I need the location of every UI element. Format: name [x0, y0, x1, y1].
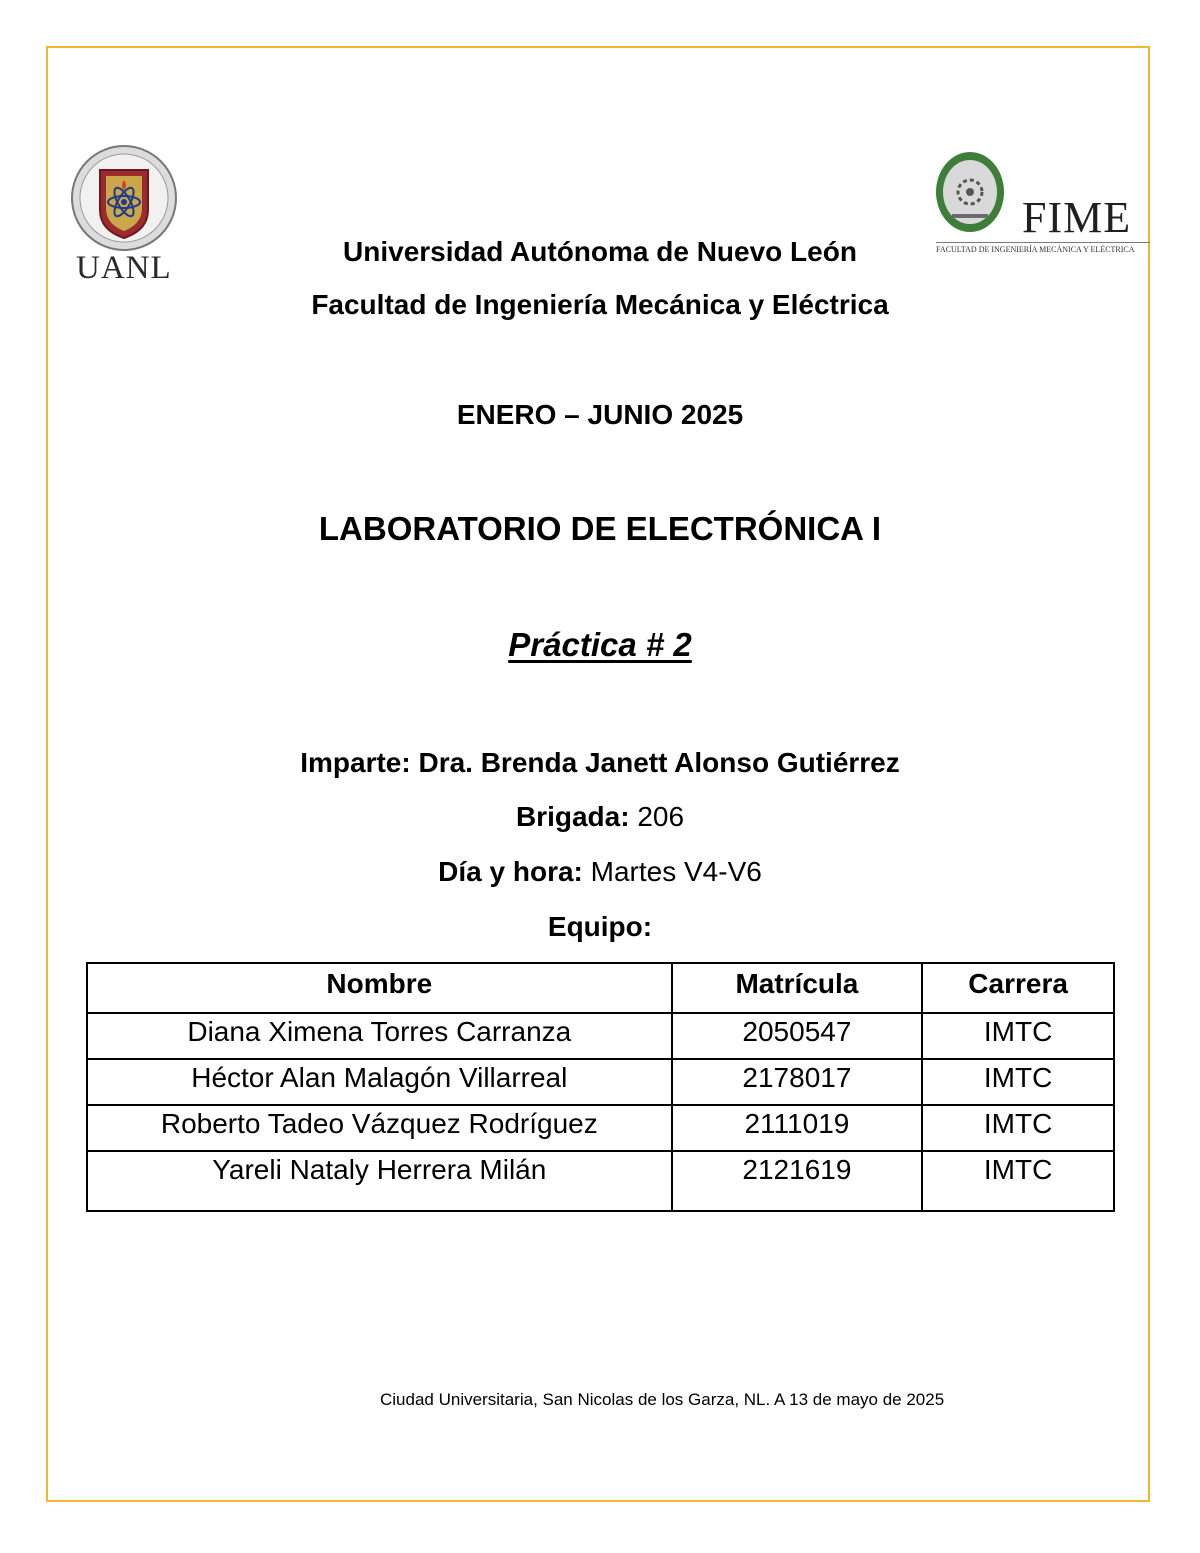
team-label: Equipo: [547, 911, 653, 942]
cell-carrera: IMTC [922, 1013, 1114, 1059]
table-header-row [87, 963, 1114, 1013]
team-table [86, 962, 1115, 1212]
schedule-label: Día y hora: [438, 856, 583, 887]
cell-nombre: Héctor Alan Malagón Villarreal [87, 1059, 672, 1105]
table-row [87, 1105, 1114, 1151]
uanl-logo-text: UANL [76, 250, 172, 286]
cell-matricula: 2121619 [672, 1151, 923, 1211]
brigada-line [0, 801, 1200, 833]
cell-nombre: Diana Ximena Torres Carranza [87, 1013, 672, 1059]
cell-matricula: 2178017 [672, 1059, 923, 1105]
cell-matricula: 2111019 [672, 1105, 923, 1151]
header-matricula: Matrícula [672, 963, 923, 1013]
cell-carrera: IMTC [922, 1059, 1114, 1105]
university-name: Universidad Autónoma de Nuevo León [343, 236, 857, 267]
fime-logo-subtitle: FACULTAD DE INGENIERÍA MECÁNICA Y ELÉCTRICA [936, 242, 1150, 254]
uanl-logo [66, 144, 186, 294]
brigada-value: 206 [637, 801, 685, 832]
period: ENERO – JUNIO 2025 [456, 399, 744, 430]
practice-title [0, 626, 1200, 664]
instructor: Imparte: Dra. Brenda Janett Alonso Gutiérrez [300, 747, 900, 778]
cell-nombre: Yareli Nataly Herrera Milán [87, 1151, 672, 1211]
header-nombre: Nombre [87, 963, 672, 1013]
course-title: LABORATORIO DE ELECTRÓNICA I [318, 510, 882, 547]
cell-carrera: IMTC [922, 1105, 1114, 1151]
schedule-value: Martes V4-V6 [590, 856, 762, 887]
brigada-label: Brigada: [515, 801, 630, 832]
practice-title-text: Práctica # 2 [508, 626, 692, 663]
footer-location-date: Ciudad Universitaria, San Nicolas de los Garza, NL. A 13 de mayo de 2025 [380, 1390, 945, 1409]
cell-matricula: 2050547 [672, 1013, 923, 1059]
table-row [87, 1013, 1114, 1059]
schedule-line [0, 856, 1200, 888]
table-row [87, 1151, 1114, 1211]
faculty-name: Facultad de Ingeniería Mecánica y Eléctrica [311, 289, 889, 320]
table-row [87, 1059, 1114, 1105]
fime-logo-text: FIME [1022, 193, 1132, 242]
header-carrera: Carrera [922, 963, 1114, 1013]
fime-seal-icon [934, 150, 1014, 240]
cell-carrera: IMTC [922, 1151, 1114, 1211]
cell-nombre: Roberto Tadeo Vázquez Rodríguez [87, 1105, 672, 1151]
